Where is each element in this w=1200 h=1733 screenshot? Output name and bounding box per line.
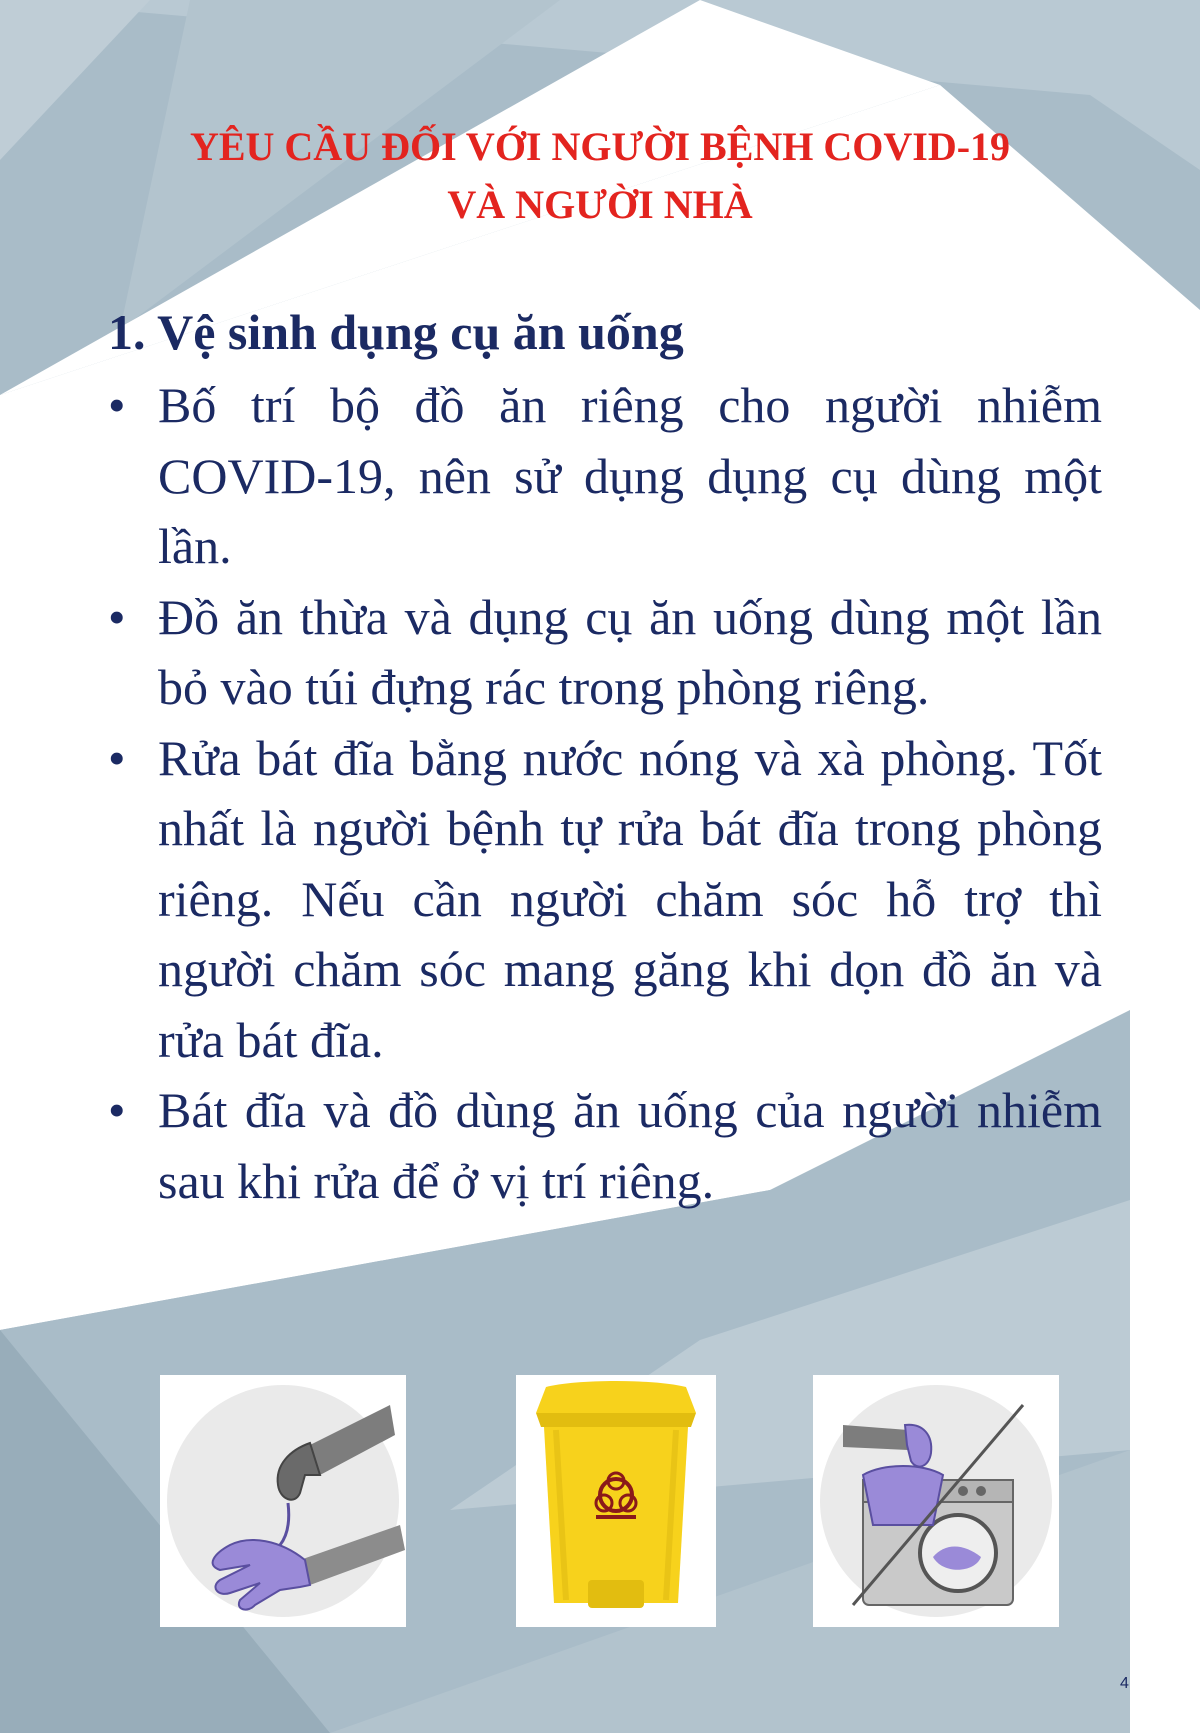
- bullet-item: [108, 582, 1102, 723]
- bullet-text: Rửa bát đĩa bằng nước nóng và xà phòng. Tốt nhất là người bệnh tự rửa bát đĩa trong phòng riêng. Nếu cần người chăm sóc hỗ trợ thì người chăm sóc mang găng khi dọn đồ ăn và rửa bát đĩa.: [158, 729, 1102, 1068]
- bullet-marker: •: [108, 1082, 126, 1138]
- glove-removal-illustration: [160, 1375, 406, 1627]
- bullet-item: [108, 370, 1102, 582]
- bullet-marker: •: [108, 377, 126, 433]
- no-washing-machine-illustration: [813, 1375, 1059, 1627]
- section-heading: 1. Vệ sinh dụng cụ ăn uống: [108, 304, 684, 360]
- bullet-text: Bát đĩa và đồ dùng ăn uống của người nhiễm sau khi rửa để ở vị trí riêng.: [158, 1082, 1102, 1209]
- page-title: [100, 118, 1100, 234]
- biohazard-bin-illustration: [516, 1375, 716, 1627]
- page-number: 4: [1120, 1675, 1129, 1692]
- bullet-text: Đồ ăn thừa và dụng cụ ăn uống dùng một lần bỏ vào túi đựng rác trong phòng riêng.: [158, 588, 1102, 715]
- bullet-marker: •: [108, 729, 126, 786]
- no-washing-machine-icon: [813, 1375, 1059, 1627]
- bullet-marker: •: [108, 588, 126, 645]
- bullet-item: [108, 1075, 1102, 1216]
- glove-removal-icon: [160, 1375, 406, 1627]
- title-line-2: VÀ NGƯỜI NHÀ: [447, 182, 753, 227]
- yellow-biohazard-bin-icon: [516, 1375, 716, 1627]
- title-line-1: YÊU CẦU ĐỐI VỚI NGƯỜI BỆNH COVID-19: [189, 124, 1011, 169]
- bullet-text: Bố trí bộ đồ ăn riêng cho người nhiễm COVID-19, nên sử dụng dụng cụ dùng một lần.: [158, 377, 1102, 574]
- bullet-item: [108, 723, 1102, 1076]
- bullet-list: [108, 370, 1102, 1216]
